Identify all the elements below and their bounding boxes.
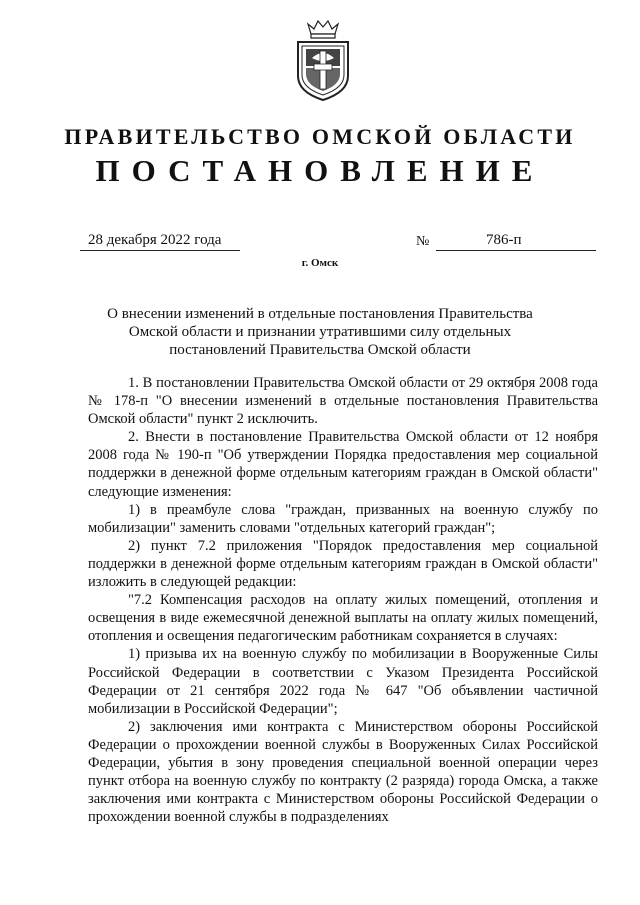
paragraph: 1) в преамбуле слова "граждан, призванных на военную службу по мобилизации" заменить словами "отдельных категорий граждан"; xyxy=(88,501,598,536)
document-date: 28 декабря 2022 года xyxy=(88,232,222,248)
number-label: № xyxy=(416,234,430,249)
date-underline xyxy=(80,250,240,251)
paragraph: 2) пункт 7.2 приложения "Порядок предоставления мер социальной поддержки в денежной форме отдельным категориям граждан в Омской области" изложить в следующей редакции: xyxy=(88,537,598,591)
number-underline xyxy=(436,250,596,251)
document-title: О внесении изменений в отдельные постановления Правительства Омской области и признании утратившими силу отдельных постановлений Правительства Омской области xyxy=(107,306,533,358)
paragraph: 1) призыва их на военную службу по мобилизации в Вооруженные Силы Российской Федерации в соответствии с Указом Президента Российской Федерации от 21 сентября 2022 года № 647 "Об объявлении частичной мобилизации в Российской Федерации"; xyxy=(88,646,598,717)
paragraph: 2) заключения ими контракта с Министерством обороны Российской Федерации о прохождении военной службы в Вооруженных Силах Российской Федерации, убытия в зону проведения специальной военной операции через пункт отбора на военную службу по контракту (2 разряда) города Омска, а также заключения ими контракта с Министерством обороны Российской Федерации о прохождении военной службы в подразделениях xyxy=(88,718,598,826)
paragraph: 1. В постановлении Правительства Омской области от 29 октября 2008 года № 178-п "О внесении изменений в отдельные постановления Правительства Омской области" пункт 2 исключить. xyxy=(88,375,598,428)
document-body xyxy=(88,374,598,826)
paragraph: "7.2 Компенсация расходов на оплату жилых помещений, отопления и освещения в виде ежемесячной денежной выплаты на оплату жилых помещений, отопления и освещения педагогическим работникам сохраняется в случаях: xyxy=(88,592,598,645)
document-type: ПОСТАНОВЛЕНИЕ xyxy=(95,153,545,188)
city-name: г. Омск xyxy=(301,257,339,269)
omsk-coat-of-arms-icon xyxy=(294,18,352,102)
government-name: ПРАВИТЕЛЬСТВО ОМСКОЙ ОБЛАСТИ xyxy=(64,124,576,149)
paragraph: 2. Внести в постановление Правительства Омской области от 12 ноября 2008 года № 190-п "Об утверждении Порядка предоставления мер социальной поддержки в денежной форме отдельным категориям граждан в Омской области" следующие изменения: xyxy=(88,429,598,500)
document-number: 786-п xyxy=(486,232,522,248)
